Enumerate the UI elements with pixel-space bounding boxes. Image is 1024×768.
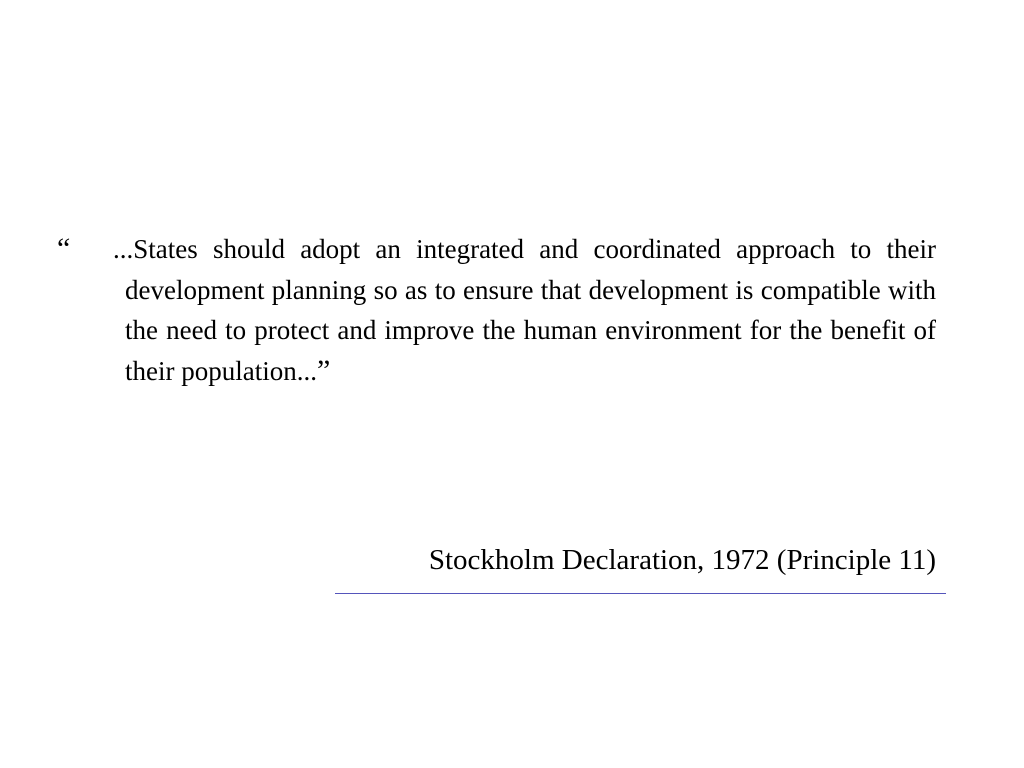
quote-block	[57, 229, 936, 391]
citation-underline-divider	[335, 593, 946, 594]
citation: Stockholm Declaration, 1972 (Principle 11)	[428, 544, 936, 576]
open-quote-mark: “	[57, 232, 71, 265]
close-quote-mark: ”	[316, 353, 331, 387]
quote-text: ...States should adopt an integrated and coordinated approach to their development planning so as to ensure that development is compatible with the need to protect and improve the human environment for the benefit of their population...	[113, 234, 936, 386]
